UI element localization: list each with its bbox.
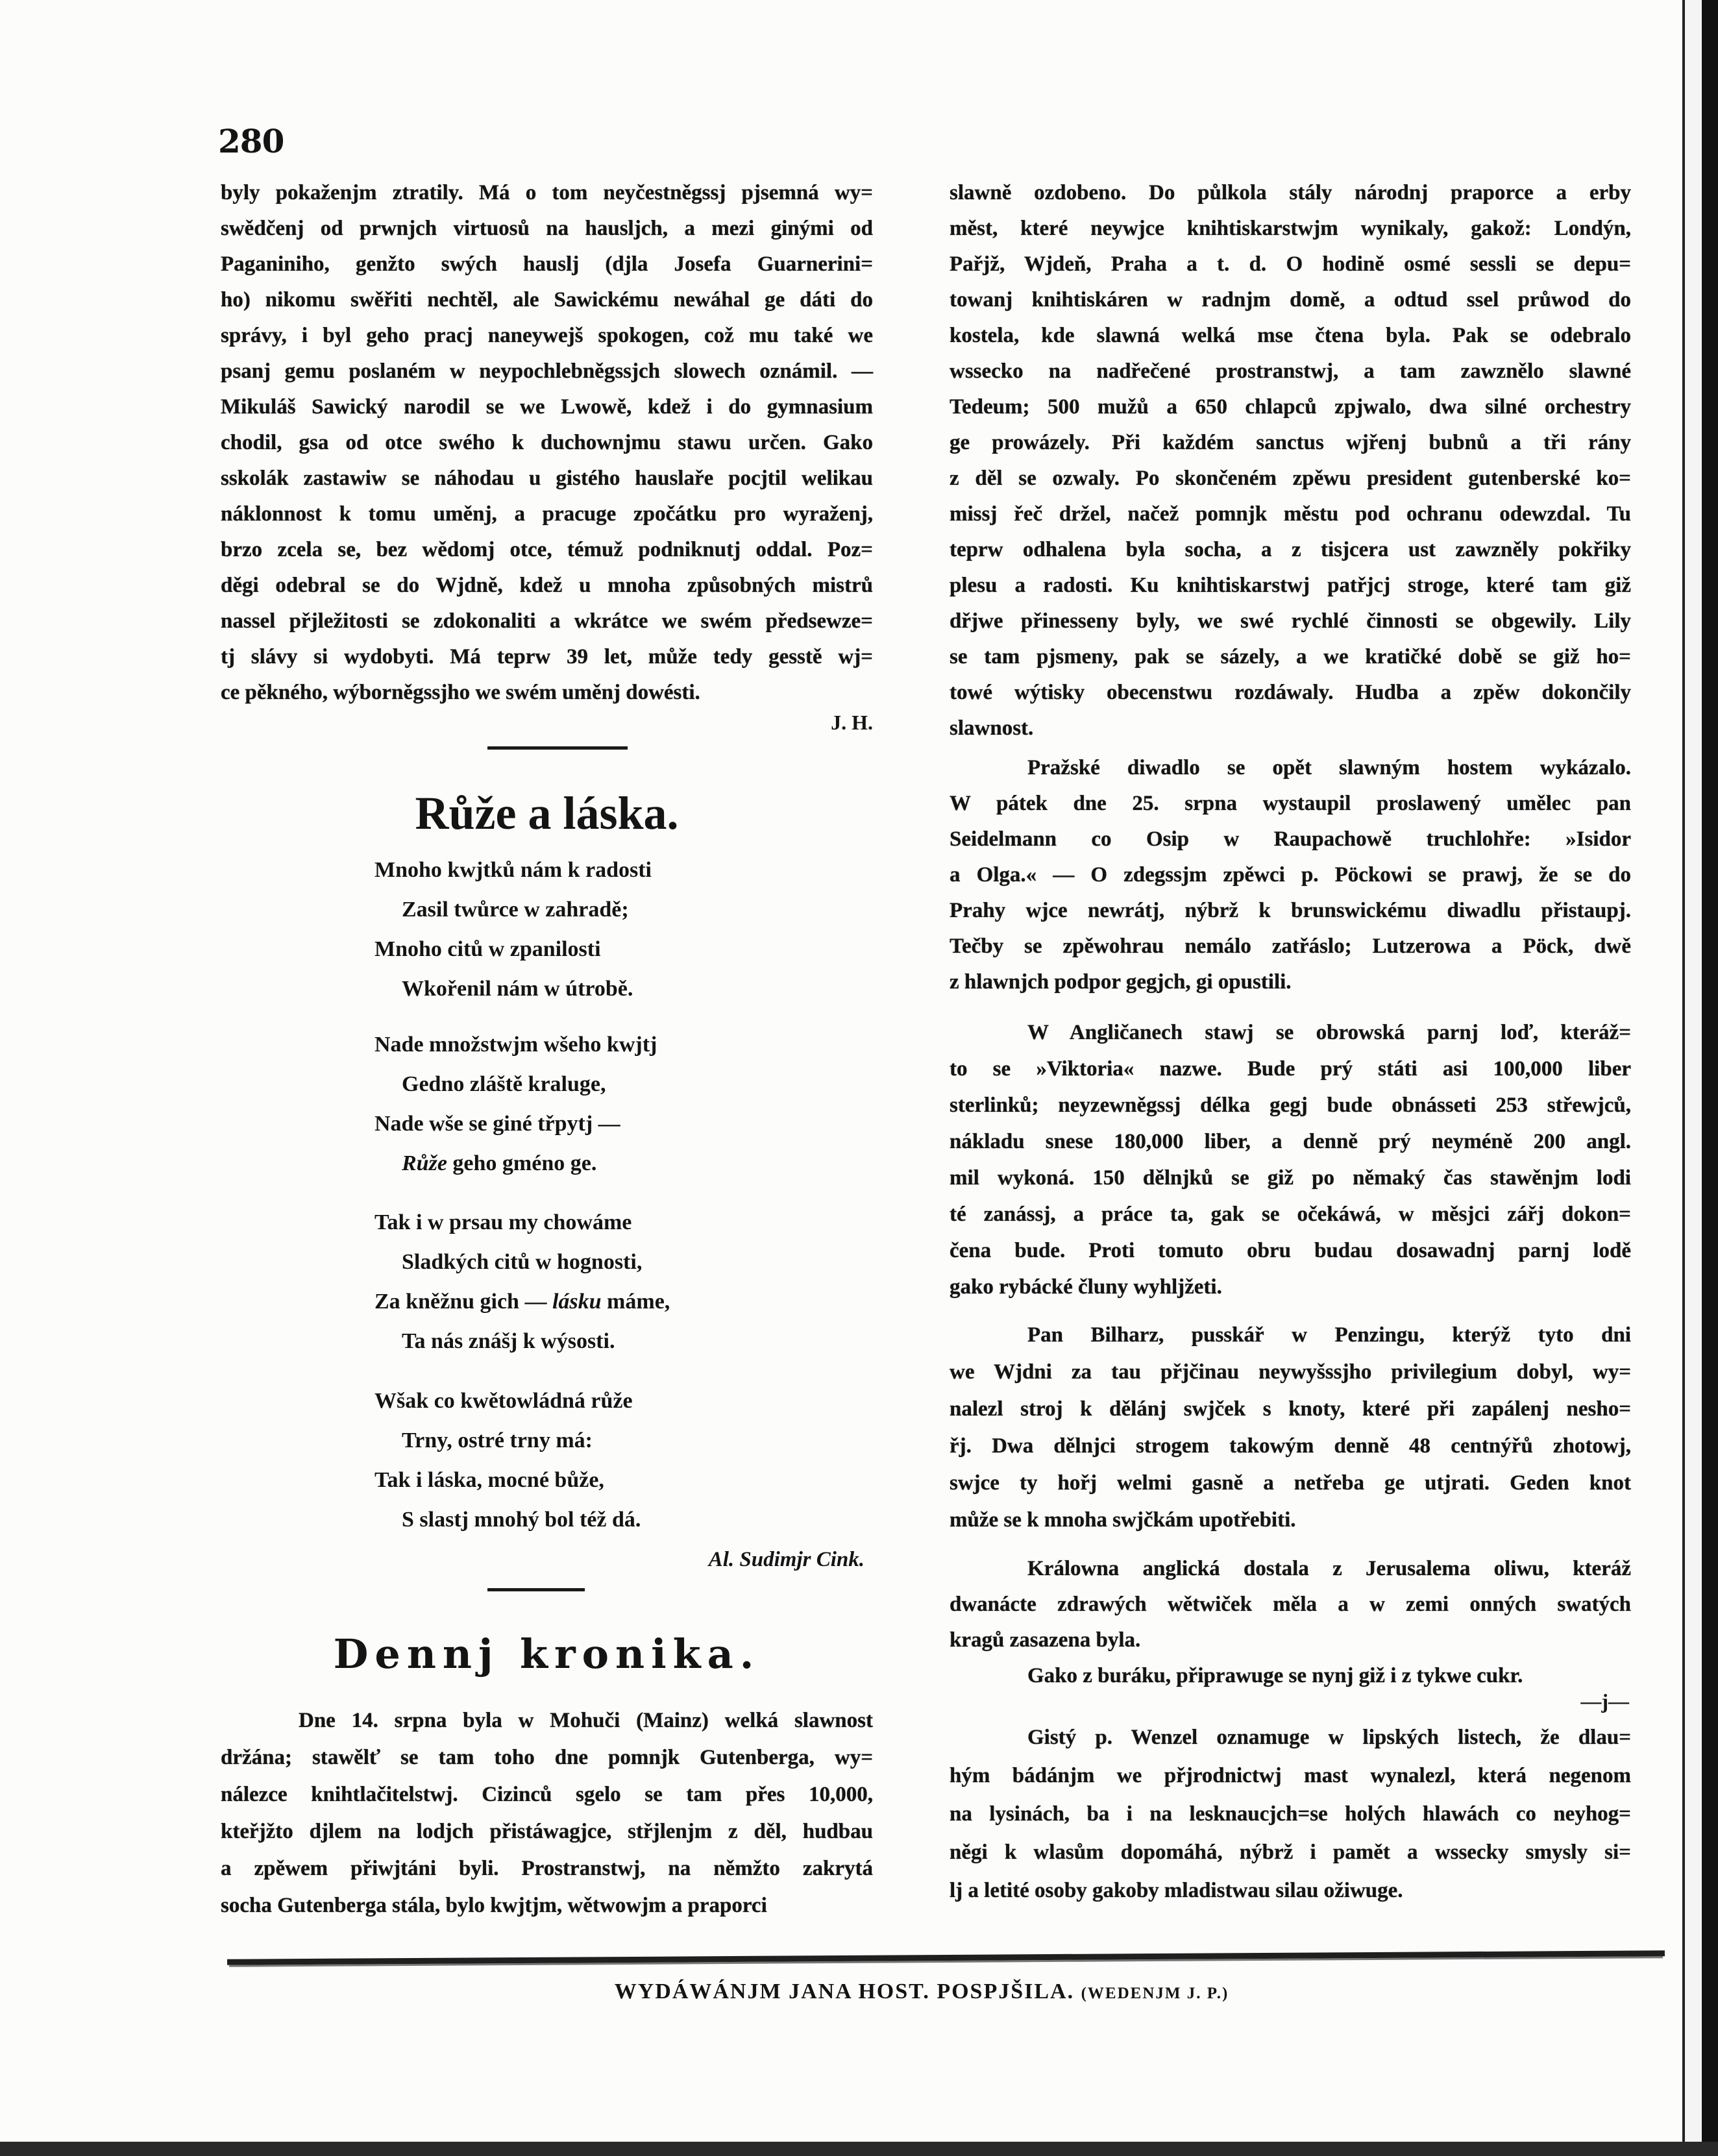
news-signature: —j—: [1580, 1689, 1629, 1713]
poem-line: Mnoho citů w zpanilosti: [374, 937, 601, 961]
poem-line: Mnoho kwjtků nám k radosti: [374, 858, 652, 882]
text-line: držána; stawělť se tam toho dne pomnjk Gutenberga, wy=: [221, 1746, 873, 1769]
text-line: Gako z buráku, připrawuge se nynj giž i z tykwe cukr.: [1027, 1664, 1523, 1687]
text-line: to se »Viktoria« nazwe. Bude prý státi asi 100,000 liber: [950, 1057, 1631, 1081]
text-line: kostela, kde slawná welká mse čtena byla. Pak se odebralo: [950, 324, 1631, 347]
text-line: a zpěwem přiwjtáni byli. Prostranstwj, na němžto zakrytá: [221, 1857, 873, 1880]
scan-edge: [1682, 0, 1718, 2156]
text-line: slawně ozdobeno. Do půlkola stály národnj praporce a erby: [950, 181, 1631, 204]
text-line: swjce ty hořj welmi gasně a netřeba ge utjrati. Geden knot: [950, 1471, 1631, 1495]
poem-line: Gedno zláště kraluge,: [402, 1072, 606, 1096]
emphasized-word: Růže: [402, 1151, 447, 1175]
text-line: čena bude. Proti tomuto obru budau dosawadnj parnj lodě: [950, 1239, 1631, 1262]
poem-text: geho gméno ge.: [447, 1151, 597, 1175]
poem-line: Tak i w prsau my chowáme: [374, 1210, 632, 1234]
news-paragraph: [950, 175, 1631, 746]
text-line: missj řeč držel, načež pomnjk městu pod ochranu odewzdal. Tu: [950, 502, 1631, 526]
emphasized-word: lásku: [552, 1290, 602, 1314]
text-line: správy, i byl geho pracj naneywejš spokogen, což mu také we: [221, 324, 873, 347]
text-line: se tam pjsmeny, pak se sázely, a we kratičké době se giž ho=: [950, 645, 1631, 668]
text-line: děgi odebral se do Wjdně, kdež u mnoha způsobných mistrů: [221, 574, 873, 597]
text-line: Paganiniho, genžto swých hauslj (djla Josefa Guarnerini=: [221, 252, 873, 276]
poem-title: Růže a láska.: [415, 787, 679, 839]
text-line: Gistý p. Wenzel oznamuge w lipských listech, že dlau=: [1027, 1726, 1631, 1749]
section-divider: [487, 1588, 585, 1591]
text-line: mil wykoná. 150 dělnjků se giž po němaký čas stawěnjm lodi: [950, 1166, 1631, 1190]
text-line: Pražské diwadlo se opět slawným hostem wykázalo.: [1027, 756, 1631, 779]
poem-line: Tak i láska, mocné bůže,: [374, 1468, 604, 1492]
text-line: Tedeum; 500 mužů a 650 chlapců zpjwalo, dwa silné orchestry: [950, 395, 1631, 419]
scan-edge: [0, 2142, 1718, 2156]
text-line: nalezl stroj k dělánj swjček s knoty, které při zapálenj nesho=: [950, 1397, 1631, 1421]
text-line: nassel přjležitosti se zdokonaliti a wkrátce we swém předsewze=: [221, 609, 873, 633]
poem-line: Ta nás znášj k wýsosti.: [402, 1329, 615, 1353]
poem-stanza: [374, 1381, 641, 1539]
text-line: dwanácte zdrawých wětwiček měla a w zemi onných swatých: [950, 1593, 1631, 1616]
text-line: měst, které neywjce knihtiskarstwjm wynikaly, gakož: Londýn,: [950, 217, 1631, 240]
text-line: Mikuláš Sawický narodil se we Lwowě, kdež i do gymnasium: [221, 395, 873, 419]
text-line: dřjwe přinesseny byly, we swé rychlé činnosti se obgewily. Lily: [950, 609, 1631, 633]
text-line: kragů zasazena byla.: [950, 1628, 1141, 1652]
poem-line: Wšak co kwětowládná růže: [374, 1389, 633, 1413]
editor-text: (WEDENJM J. P.): [1081, 1985, 1229, 2002]
text-line: gako rybácké čluny wyhljžeti.: [950, 1275, 1222, 1299]
text-line: W pátek dne 25. srpna wystaupil proslawený umělec pan: [950, 792, 1631, 815]
footer-rule: [227, 1950, 1665, 1965]
news-paragraph: [950, 1551, 1631, 1658]
text-line: Pařjž, Wjdeň, Praha a t. d. O hodině osmé sessli se depu=: [950, 252, 1631, 276]
text-line: Pan Bilharz, pusskář w Penzingu, kterýž tyto dni: [1027, 1323, 1631, 1347]
text-line: může se k mnoha swjčkám upotřebiti.: [950, 1508, 1296, 1532]
news-paragraph: [950, 1719, 1631, 1910]
poem-line: [374, 1144, 657, 1183]
poem-signature: Al. Sudimjr Cink.: [708, 1548, 865, 1571]
text-line: Prahy wjce newrátj, nýbrž k brunswickému diwadlu přistaupj.: [950, 899, 1631, 922]
text-line: něgi k wlasům dopomáhá, nýbrž i pamět a wssecky smysly si=: [950, 1841, 1631, 1864]
poem-text: Za kněžnu gich —: [374, 1290, 552, 1314]
poem-stanza: [374, 1203, 670, 1361]
poem-line: Nade wše se giné třpytj —: [374, 1112, 620, 1136]
poem-line: Wkořenil nám w útrobě.: [402, 977, 633, 1001]
poem-text: máme,: [601, 1290, 670, 1314]
text-line: na lysinách, ba i na lesknaucjch=se holých hlawách co neyhog=: [950, 1802, 1631, 1826]
text-line: hým bádánjm we přjrodnictwj mast wynalezl, která negenom: [950, 1764, 1631, 1787]
poem-line: Sladkých citů w hognosti,: [402, 1250, 643, 1274]
text-line: swědčenj od prwnjch virtuosů na hausljch, a mezi ginými od: [221, 217, 873, 240]
text-line: lj a letité osoby gakoby mladistwau silau ožiwuge.: [950, 1879, 1403, 1902]
text-line: wssecko na nadřečené prostranstwj, a tam zawznělo slawné: [950, 360, 1631, 383]
text-line: nákladu snese 180,000 liber, a denně prý neyméně 200 angl.: [950, 1130, 1631, 1153]
text-line: ho) nikomu swěřiti nechtěl, ale Sawickému newáhal ge dáti do: [221, 288, 873, 312]
text-line: náklonnost k tomu uměnj, a pracuge zpočátku pro wyraženj,: [221, 502, 873, 526]
poem-stanza: [374, 1025, 657, 1183]
text-line: té zanássj, a práce ta, gak se očekáwá, w měsjci zářj dokon=: [950, 1203, 1631, 1226]
poem-stanza: [374, 850, 652, 1009]
news-paragraph: [950, 750, 1631, 1000]
news-paragraph: [950, 1014, 1631, 1305]
poem-line: [374, 1282, 670, 1321]
text-line: a Olga.« — O zdegssjm zpěwci p. Pöckowi se prawj, že se do: [950, 863, 1631, 887]
text-line: towé wýtisky obecenstwu rozdáwaly. Hudba a zpěw dokončily: [950, 681, 1631, 704]
poem-line: Trny, ostré trny má:: [402, 1428, 593, 1452]
text-line: nálezce knihtlačitelstwj. Cizinců sgelo se tam přes 10,000,: [221, 1783, 873, 1806]
text-line: Tečby se zpěwohrau nemálo zatřáslo; Lutzerowa a Pöck, dwě: [950, 935, 1631, 958]
poem-line: S slastj mnohý bol též dá.: [402, 1508, 641, 1532]
text-line: teprw odhalena byla socha, a z tisjcera ust zawzněly pokřiky: [950, 538, 1631, 561]
text-line: slawnost.: [950, 717, 1034, 740]
publisher-text: WYDÁWÁNJM JANA HOST. POSPJŠILA.: [614, 1979, 1075, 2003]
text-line: brzo zcela se, bez wědomj otce, témuž podniknutj oddal. Poz=: [221, 538, 873, 561]
text-line: psanj gemu poslaném w neypochlebněgssjch slowech oznámil. —: [221, 360, 873, 383]
text-line: W Angličanech stawj se obrowská parnj loď, kteráž=: [1027, 1021, 1631, 1044]
text-line: byly pokaženjm ztratily. Má o tom neyčestněgssj pjsemná wy=: [221, 181, 873, 204]
text-line: kteřjžto djlem na lodjch přistáwagjce, střjlenjm z děl, hudbau: [221, 1820, 873, 1843]
news-paragraph: [950, 1658, 1631, 1694]
text-line: ge prowázely. Při každém sanctus wjřenj bubnů a tři rány: [950, 431, 1631, 454]
page-number: 280: [218, 122, 284, 160]
article-signature: J. H.: [831, 711, 873, 734]
text-line: řj. Dwa dělnjci strogem takowým denně 48 centnýřů zhotowj,: [950, 1434, 1631, 1458]
poem-line: Nade množstwjm wšeho kwjtj: [374, 1033, 657, 1057]
text-line: z hlawnjch podpor gegjch, gi opustili.: [950, 970, 1292, 994]
text-line: sskolák zastawiw se náhodau u gistého hauslaře pocjtil welikau: [221, 467, 873, 490]
text-line: plesu a radosti. Ku knihtiskarstwj patřjcj stroge, které tam giž: [950, 574, 1631, 597]
text-line: we Wjdni za tau přjčinau neywyšssjho privilegium dobyl, wy=: [950, 1360, 1631, 1384]
text-line: sterlinků; neyzewněgssj délka gegj bude obnásseti 253 střewjců,: [950, 1094, 1631, 1117]
text-line: Dne 14. srpna byla w Mohuči (Mainz) welká slawnost: [299, 1709, 873, 1732]
text-line: Králowna anglická dostala z Jerusalema oliwu, kteráž: [1027, 1557, 1631, 1580]
text-line: socha Gutenberga stála, bylo kwjtjm, wětwowjm a praporci: [221, 1894, 767, 1917]
footer-imprint: [221, 1979, 1623, 2004]
text-line: z děl se ozwaly. Po skončeném zpěwu president gutenberské ko=: [950, 467, 1631, 490]
text-line: towanj knihtiskáren w radnjm domě, a odtud ssel průwod do: [950, 288, 1631, 312]
chronicle-title: Dennj kronika.: [333, 1630, 761, 1678]
text-line: ce pěkného, wýborněgssjho we swém uměnj dowésti.: [221, 681, 700, 704]
chronicle-paragraph: [221, 1702, 873, 1924]
section-divider: [487, 746, 628, 750]
text-line: chodil, gsa od otce swého k duchownjmu stawu určen. Gako: [221, 431, 873, 454]
news-paragraph: [950, 1317, 1631, 1539]
text-line: tj slávy si wydobyti. Má teprw 39 let, může tedy gesstě wj=: [221, 645, 873, 668]
poem-line: Zasil twůrce w zahradě;: [402, 898, 629, 922]
article-continuation: [221, 175, 873, 711]
text-line: Seidelmann co Osip w Raupachowě truchlohře: »Isidor: [950, 827, 1631, 851]
